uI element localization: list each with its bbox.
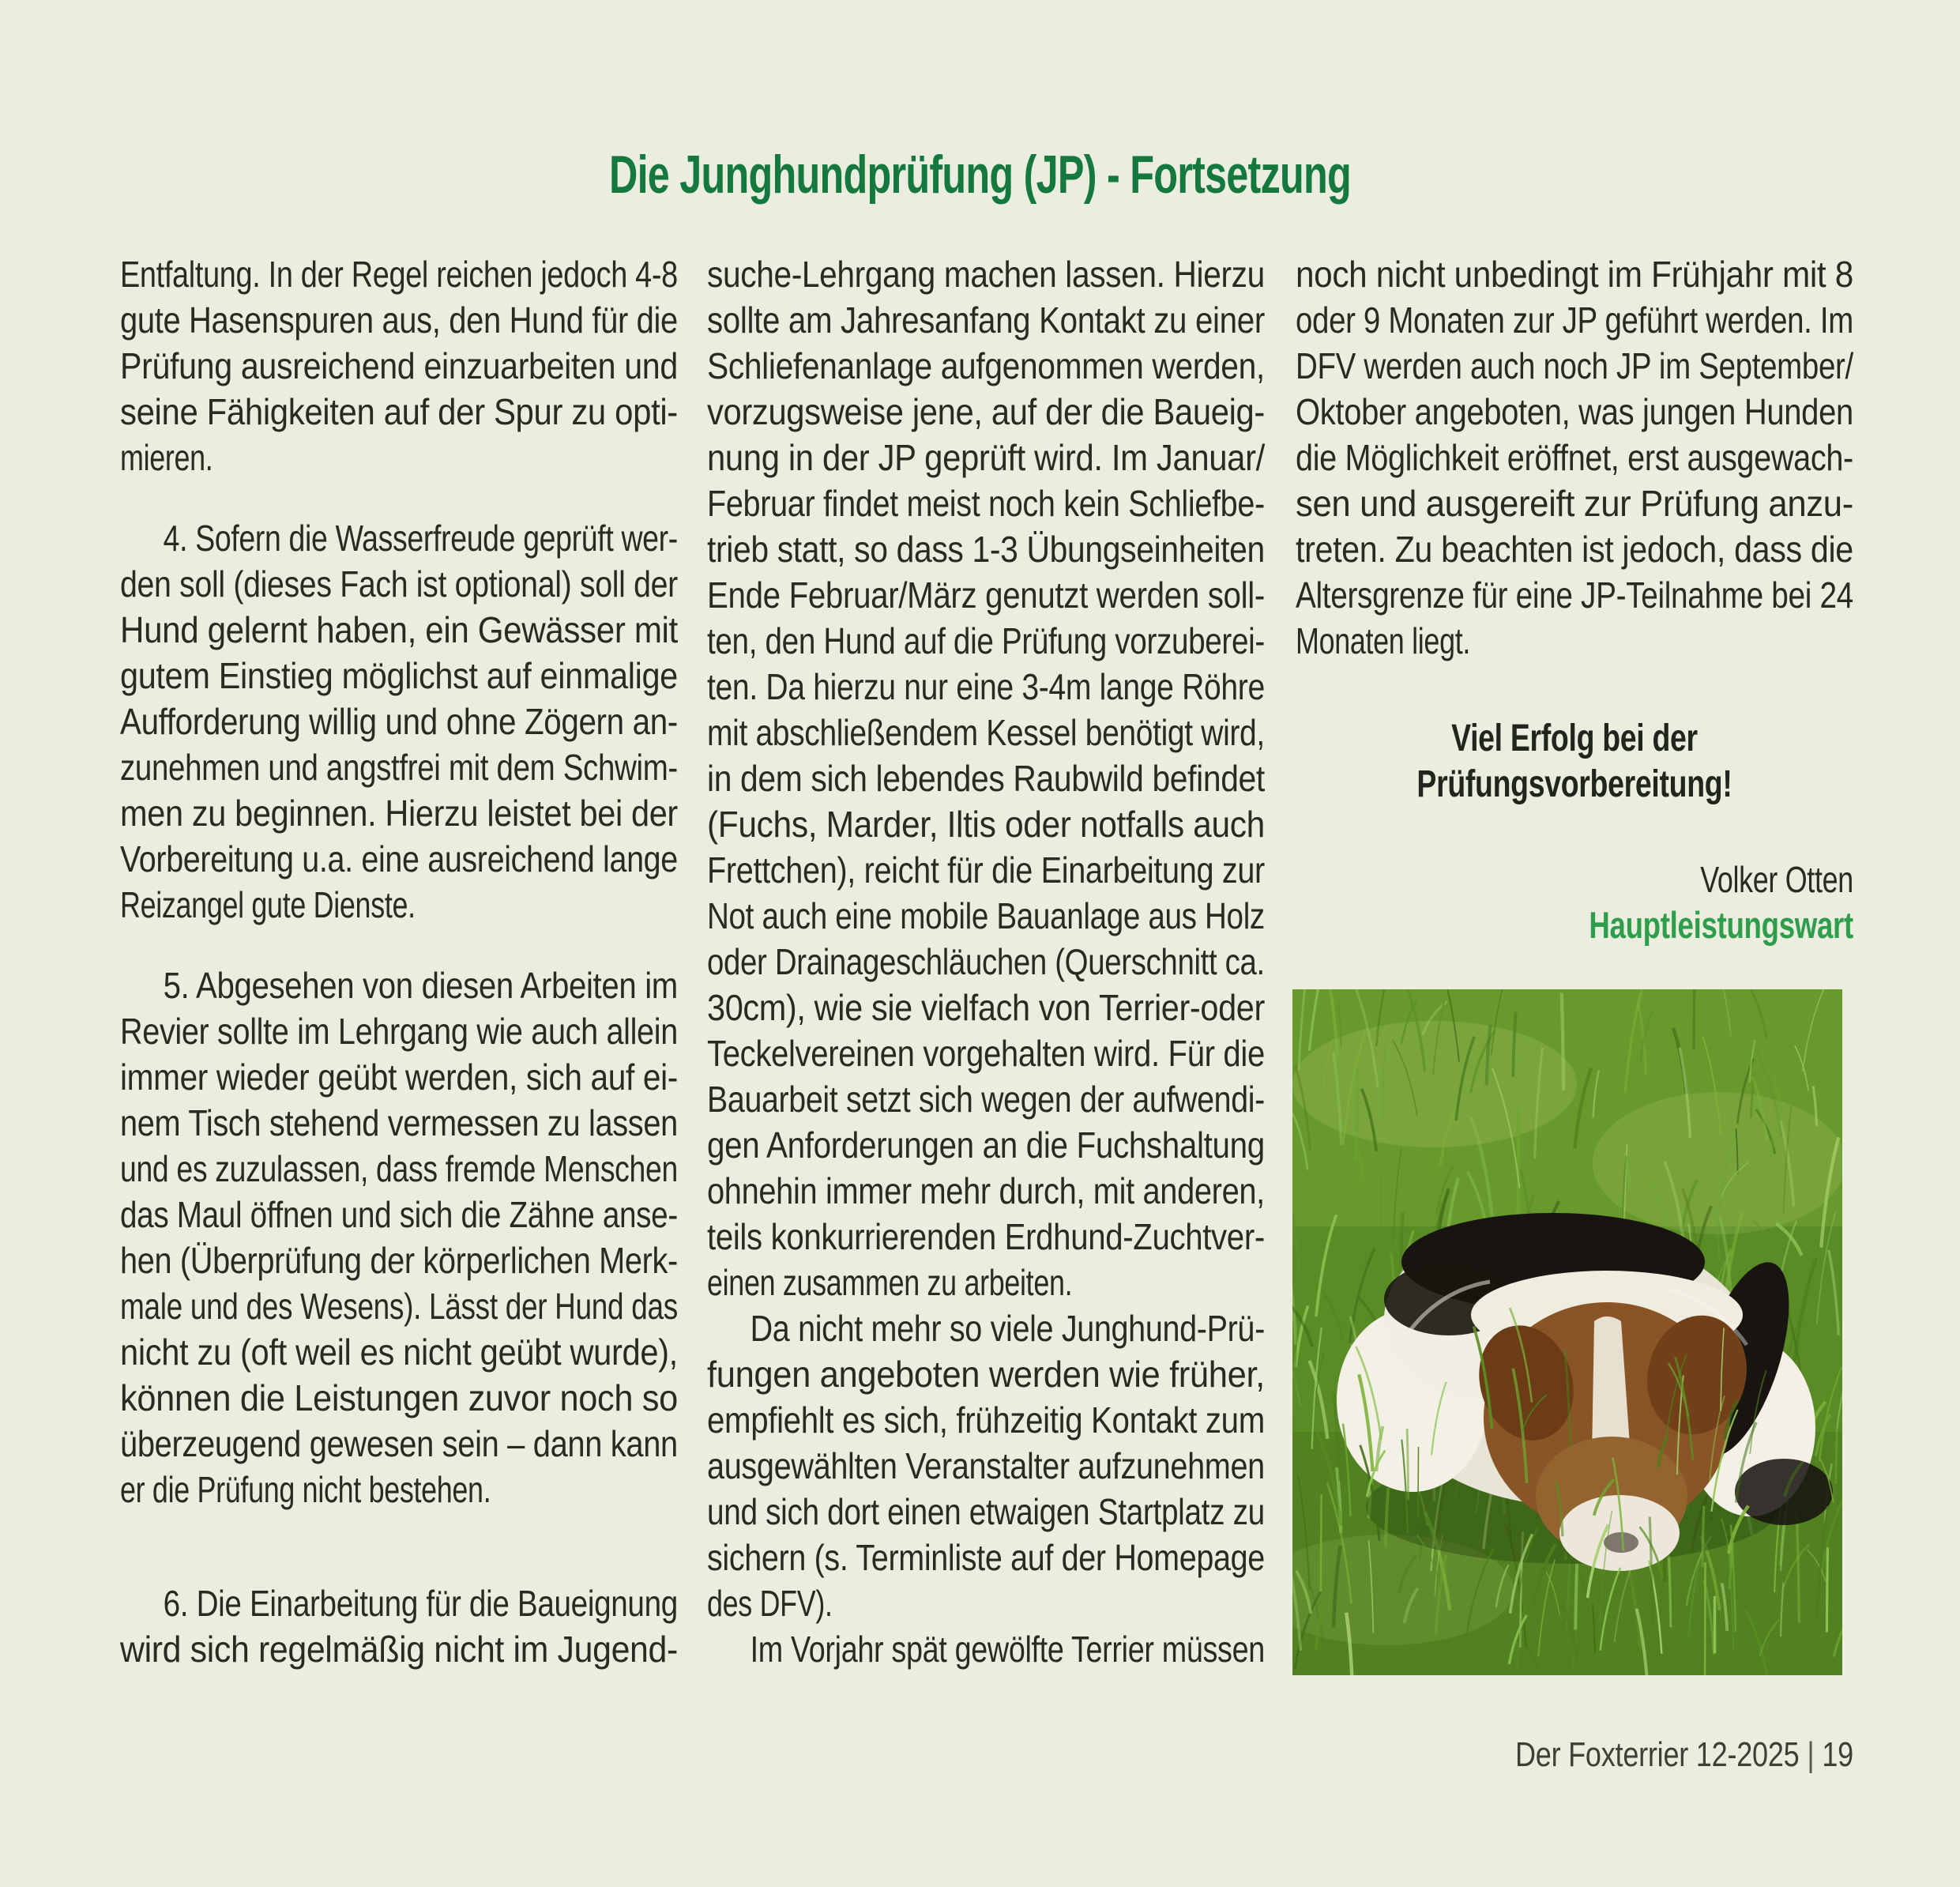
text-line: sollte am Jahresanfang Kontakt zu einer bbox=[707, 299, 1265, 341]
text-line: überzeugend gewesen sein – dann kann bbox=[120, 1423, 678, 1464]
text-line: mit abschließendem Kessel benötigt wird, bbox=[707, 712, 1265, 753]
text-line: fungen angeboten werden wie früher, bbox=[707, 1354, 1265, 1395]
text-line: male und des Wesens). Lässt der Hund das bbox=[120, 1286, 678, 1327]
text-line: gutem Einstieg möglichst auf einmalige bbox=[120, 655, 678, 696]
text-line: Entfaltung. In der Regel reichen jedoch 4-8 bbox=[120, 254, 678, 295]
text-line: er die Prüfung nicht bestehen. bbox=[120, 1469, 491, 1510]
text-line: des DFV). bbox=[707, 1583, 833, 1624]
signature-name: Volker Otten bbox=[1700, 859, 1853, 900]
text-line: Schliefenanlage aufgenommen werden, bbox=[707, 345, 1265, 386]
text-line: treten. Zu beachten ist jedoch, dass die bbox=[1296, 529, 1853, 570]
paragraph bbox=[120, 1580, 678, 1672]
footer-page-number: 19 bbox=[1822, 1735, 1853, 1774]
text-line: zunehmen und angstfrei mit dem Schwim- bbox=[120, 747, 678, 788]
text-line: Reizangel gute Dienste. bbox=[120, 884, 416, 925]
text-line: können die Leistungen zuvor noch so bbox=[120, 1377, 678, 1418]
text-line: Oktober angeboten, was jungen Hunden bbox=[1296, 391, 1853, 432]
paragraph bbox=[707, 251, 1265, 1305]
text-line: wird sich regelmäßig nicht im Jugend- bbox=[120, 1629, 678, 1670]
text-line: gute Hasenspuren aus, den Hund für die bbox=[120, 299, 678, 341]
text-line: 30cm), wie sie vielfach von Terrier-oder bbox=[707, 987, 1265, 1028]
text-line: Altersgrenze für eine JP-Teilnahme bei 24 bbox=[1296, 574, 1853, 616]
dog-in-grass-photo bbox=[1292, 989, 1842, 1675]
text-line: 5. Abgesehen von diesen Arbeiten im bbox=[163, 965, 678, 1006]
text-line: ohnehin immer mehr durch, mit anderen, bbox=[707, 1170, 1265, 1211]
text-line: ausgewählten Veranstalter aufzunehmen bbox=[707, 1445, 1265, 1486]
text-line: empfiehlt es sich, frühzeitig Kontakt zum bbox=[707, 1399, 1265, 1441]
text-line: teils konkurrierenden Erdhund-Zuchtver- bbox=[707, 1216, 1265, 1257]
text-column-1 bbox=[120, 251, 678, 1672]
text-line: noch nicht unbedingt im Frühjahr mit 8 bbox=[1296, 254, 1853, 295]
text-line: den soll (dieses Fach ist optional) soll der bbox=[120, 563, 678, 605]
signature-role: Hauptleistungswart bbox=[1589, 904, 1853, 946]
text-line: oder 9 Monaten zur JP geführt werden. Im bbox=[1296, 299, 1853, 341]
text-line: sichern (s. Terminliste auf der Homepage bbox=[707, 1537, 1265, 1578]
text-line: Aufforderung willig und ohne Zögern an- bbox=[120, 701, 678, 742]
text-line: men zu beginnen. Hierzu leistet bei der bbox=[120, 793, 678, 834]
text-line: nung in der JP geprüft wird. Im Januar/ bbox=[707, 437, 1265, 478]
text-line: die Möglichkeit eröffnet, erst ausgewach- bbox=[1296, 437, 1853, 478]
page-footer bbox=[1441, 1735, 1853, 1775]
text-line: hen (Überprüfung der körperlichen Merk- bbox=[120, 1240, 678, 1281]
text-line: das Maul öffnen und sich die Zähne anse- bbox=[120, 1194, 678, 1235]
text-line: Da nicht mehr so viele Junghund-Prü- bbox=[750, 1308, 1265, 1349]
closing-line-1: Viel Erfolg bei der bbox=[1451, 718, 1698, 759]
signature-block bbox=[1296, 857, 1853, 948]
text-line: Frettchen), reicht für die Einarbeitung zur bbox=[707, 849, 1265, 891]
column-3-extra bbox=[1296, 716, 1853, 948]
text-line: Teckelvereinen vorgehalten wird. Für die bbox=[707, 1033, 1265, 1074]
text-line: und es zuzulassen, dass fremde Menschen bbox=[120, 1148, 678, 1189]
text-line: oder Drainageschläuchen (Querschnitt ca. bbox=[707, 941, 1265, 982]
text-line: Ende Februar/März genutzt werden soll- bbox=[707, 574, 1265, 616]
paragraph bbox=[120, 515, 678, 928]
dog-black-patch bbox=[1735, 1459, 1833, 1525]
text-line: Prüfung ausreichend einzuarbeiten und bbox=[120, 345, 678, 386]
footer-magazine-issue: Der Foxterrier 12-2025 bbox=[1514, 1735, 1800, 1774]
text-line: (Fuchs, Marder, Iltis oder notfalls auch bbox=[707, 804, 1265, 845]
text-line: trieb statt, so dass 1-3 Übungseinheiten bbox=[707, 529, 1265, 570]
paragraph bbox=[1296, 251, 1853, 664]
text-line: und sich dort einen etwaigen Startplatz zu bbox=[707, 1491, 1265, 1532]
page-title-text: Die Junghundprüfung (JP) - Fortsetzung bbox=[608, 145, 1352, 205]
footer-text bbox=[1515, 1735, 1853, 1775]
footer-separator: | bbox=[1807, 1735, 1815, 1774]
paragraph bbox=[707, 1626, 1265, 1672]
text-column-2 bbox=[707, 251, 1265, 1672]
text-line: Not auch eine mobile Bauanlage aus Holz bbox=[707, 895, 1265, 936]
text-line: immer wieder geübt werden, sich auf ei- bbox=[120, 1056, 678, 1098]
text-line: suche-Lehrgang machen lassen. Hierzu bbox=[707, 254, 1265, 295]
text-line: Hund gelernt haben, ein Gewässer mit bbox=[120, 609, 678, 650]
text-line: 4. Sofern die Wasserfreude geprüft wer- bbox=[163, 518, 678, 559]
paragraph bbox=[707, 1305, 1265, 1626]
paragraph bbox=[120, 251, 678, 480]
text-line: Im Vorjahr spät gewölfte Terrier müssen bbox=[750, 1629, 1265, 1670]
text-line: seine Fähigkeiten auf der Spur zu opti- bbox=[120, 391, 678, 432]
text-line: gen Anforderungen an die Fuchshaltung bbox=[707, 1124, 1265, 1166]
text-line: in dem sich lebendes Raubwild befindet bbox=[707, 758, 1265, 799]
article-photo bbox=[1292, 989, 1842, 1675]
text-line: sen und ausgereift zur Prüfung anzu- bbox=[1296, 483, 1853, 524]
text-line: Februar findet meist noch kein Schliefbe- bbox=[707, 483, 1265, 524]
text-line: Vorbereitung u.a. eine ausreichend lange bbox=[120, 838, 678, 879]
text-line: mieren. bbox=[120, 437, 213, 478]
text-line: DFV werden auch noch JP im September/ bbox=[1296, 345, 1853, 386]
text-line: Monaten liegt. bbox=[1296, 620, 1471, 661]
text-line: vorzugsweise jene, auf der die Baueig- bbox=[707, 391, 1265, 432]
text-line: 6. Die Einarbeitung für die Baueignung bbox=[163, 1583, 678, 1624]
paragraph bbox=[120, 962, 678, 1512]
text-line: nem Tisch stehend vermessen zu lassen bbox=[120, 1102, 678, 1143]
text-line: Bauarbeit setzt sich wegen der aufwendi- bbox=[707, 1079, 1265, 1120]
text-line: ten, den Hund auf die Prüfung vorzuberei- bbox=[707, 620, 1265, 661]
page-title bbox=[0, 139, 1960, 210]
text-line: ten. Da hierzu nur eine 3-4m lange Röhre bbox=[707, 666, 1265, 707]
text-line: einen zusammen zu arbeiten. bbox=[707, 1262, 1073, 1303]
closing-line-2: Prüfungsvorbereitung! bbox=[1416, 763, 1732, 805]
dog-illustration bbox=[1337, 1213, 1833, 1571]
dog-nose bbox=[1604, 1532, 1638, 1553]
text-line: Revier sollte im Lehrgang wie auch allein bbox=[120, 1011, 678, 1052]
text-line: nicht zu (oft weil es nicht geübt wurde), bbox=[120, 1331, 678, 1373]
text-column-3 bbox=[1296, 251, 1853, 664]
